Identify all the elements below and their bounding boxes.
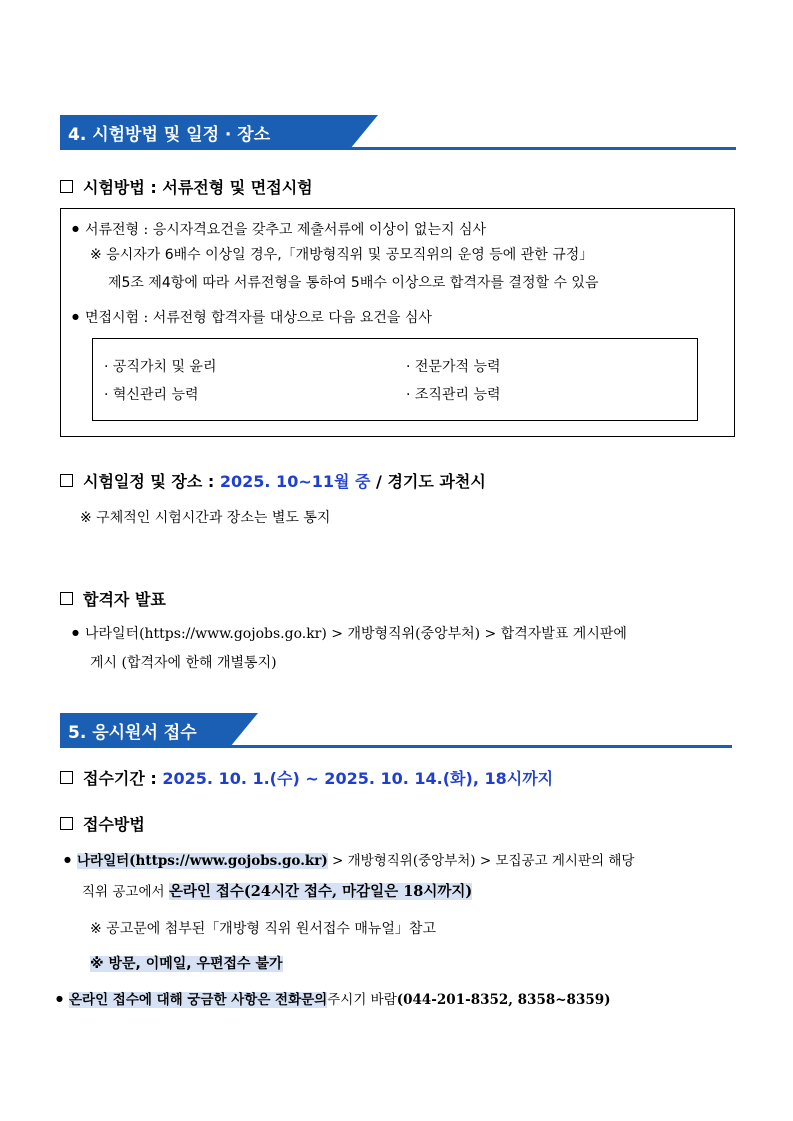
screening-note-line-2: 제5조 제4항에 따라 서류전형을 통하여 5배수 이상으로 합격자를 결정할 수 있음 xyxy=(108,275,599,291)
section-4-header xyxy=(60,115,736,149)
criteria-box xyxy=(92,338,698,421)
inquiry-line: ● 온라인 접수에 대해 궁금한 사항은 전화문의주시기 바람(044-201-8352, 8358~8359) xyxy=(56,988,611,1008)
schedule-date: 2025. 10~11월 중 xyxy=(219,472,371,491)
criteria-innovation: · 혁신관리 능력 xyxy=(104,387,199,403)
period-heading: 접수기간 : 2025. 10. 1.(수) ~ 2025. 10. 14.(화), 18시까지 xyxy=(60,766,553,789)
phone-numbers: (044-201-8352, 8358~8359) xyxy=(396,992,611,1008)
gojobs-link[interactable]: 나라일터(https://www.gojobs.go.kr) xyxy=(76,853,328,869)
screening-note-line-1: ※ 응시자가 6배수 이상일 경우,「개방형직위 및 공모직위의 운영 등에 관한 규정」 xyxy=(90,247,594,263)
criteria-ethics: · 공직가치 및 윤리 xyxy=(104,359,217,375)
checkbox-square-icon xyxy=(60,771,73,784)
exam-method-heading: 시험방법 : 서류전형 및 면접시험 xyxy=(60,175,313,198)
checkbox-square-icon xyxy=(60,817,73,830)
section-5-header xyxy=(60,713,732,747)
section-5-title: 5. 응시원서 접수 xyxy=(68,723,197,743)
schedule-note: ※ 구체적인 시험시간과 장소는 별도 통지 xyxy=(80,510,331,526)
document-screening-item: ● 서류전형 : 응시자격요건을 갖추고 제출서류에 이상이 없는지 심사 xyxy=(72,219,486,239)
application-method-heading: 접수방법 xyxy=(60,812,145,835)
announce-line-2: 게시 (합격자에 한해 개별통지) xyxy=(90,655,277,671)
criteria-organization: · 조직관리 능력 xyxy=(406,387,501,403)
interview-item: ● 면접시험 : 서류전형 합격자를 대상으로 다음 요건을 심사 xyxy=(72,307,432,327)
schedule-heading: 시험일정 및 장소 : 2025. 10~11월 중 / 경기도 과천시 xyxy=(60,469,486,492)
manual-note: ※ 공고문에 첨부된「개방형 직위 원서접수 매뉴얼」참고 xyxy=(90,921,436,937)
method-line-2: 직위 공고에서 온라인 접수(24시간 접수, 마감일은 18시까지) xyxy=(82,883,473,900)
checkbox-square-icon xyxy=(60,592,73,605)
checkbox-square-icon xyxy=(60,474,73,487)
criteria-expertise: · 전문가적 능력 xyxy=(406,359,501,375)
period-value: 2025. 10. 1.(수) ~ 2025. 10. 14.(화), 18시까지 xyxy=(162,769,554,788)
checkbox-square-icon xyxy=(60,180,73,193)
announce-heading: 합격자 발표 xyxy=(60,587,166,610)
method-line-1: ● 나라일터(https://www.gojobs.go.kr) > 개방형직위(중앙부처) > 모집공고 게시판의 해당 xyxy=(64,849,634,869)
announce-line-1: ● 나라일터(https://www.gojobs.go.kr) > 개방형직위(중앙부처) > 합격자발표 게시판에 xyxy=(72,623,627,643)
section-4-title: 4. 시험방법 및 일정 · 장소 xyxy=(68,125,271,145)
no-offline-note: ※ 방문, 이메일, 우편접수 불가 xyxy=(90,956,283,972)
